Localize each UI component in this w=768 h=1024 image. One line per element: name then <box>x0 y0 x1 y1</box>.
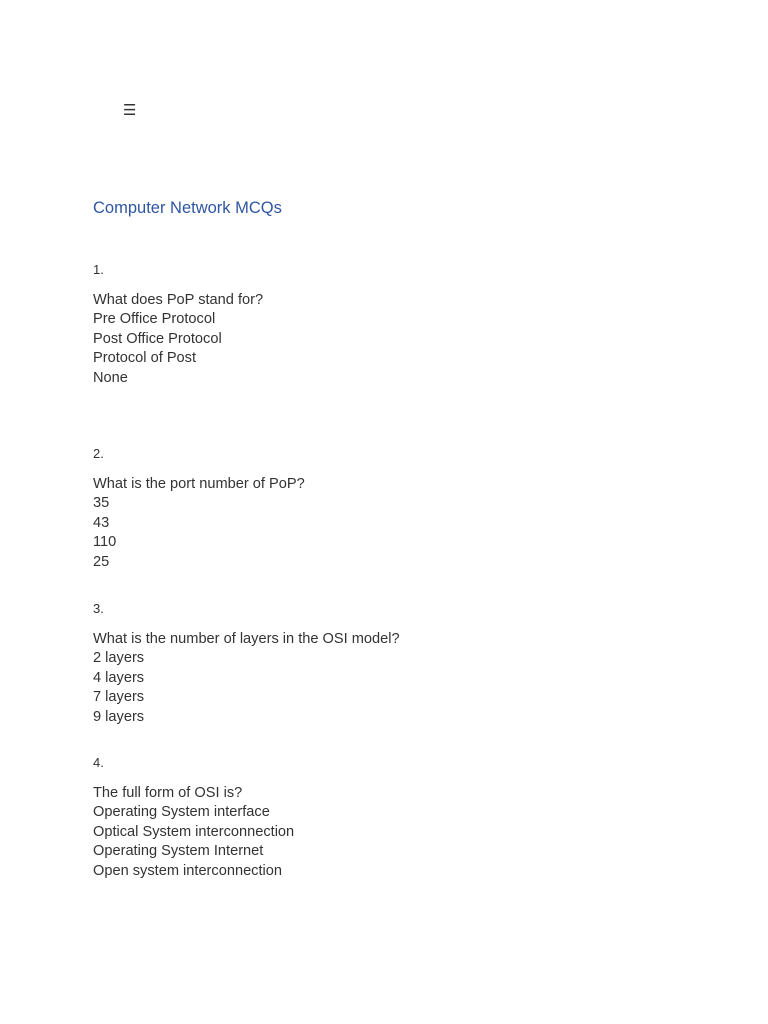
question-3 <box>93 600 400 727</box>
option-a: Pre Office Protocol <box>93 311 216 328</box>
question-number: 3. <box>93 601 104 616</box>
option-c: 7 layers <box>93 689 145 706</box>
option-b: 4 layers <box>93 669 145 686</box>
menu-icon[interactable]: ☰ <box>123 102 137 119</box>
page-title: Computer Network MCQs <box>93 199 282 217</box>
option-c: Operating System Internet <box>93 843 264 860</box>
question-1 <box>93 261 263 388</box>
option-d: 25 <box>93 553 110 570</box>
question-number: 1. <box>93 262 104 277</box>
option-c: Protocol of Post <box>93 350 197 367</box>
option-d: Open system interconnection <box>93 862 283 879</box>
option-c: 110 <box>93 534 117 551</box>
question-text: What is the number of layers in the OSI model? <box>93 631 400 647</box>
question-number: 2. <box>93 446 104 461</box>
option-d: 9 layers <box>93 708 145 725</box>
question-text: The full form of OSI is? <box>93 785 243 801</box>
option-d: None <box>93 369 128 386</box>
question-4 <box>93 754 294 881</box>
question-text: What is the port number of PoP? <box>93 476 305 492</box>
option-a: 35 <box>93 495 110 512</box>
question-2 <box>93 445 305 572</box>
option-b: 43 <box>93 514 110 531</box>
option-a: 2 layers <box>93 650 145 667</box>
option-b: Optical System interconnection <box>93 823 295 840</box>
question-number: 4. <box>93 755 104 770</box>
question-text: What does PoP stand for? <box>93 292 264 308</box>
option-b: Post Office Protocol <box>93 330 222 347</box>
option-a: Operating System interface <box>93 804 270 821</box>
